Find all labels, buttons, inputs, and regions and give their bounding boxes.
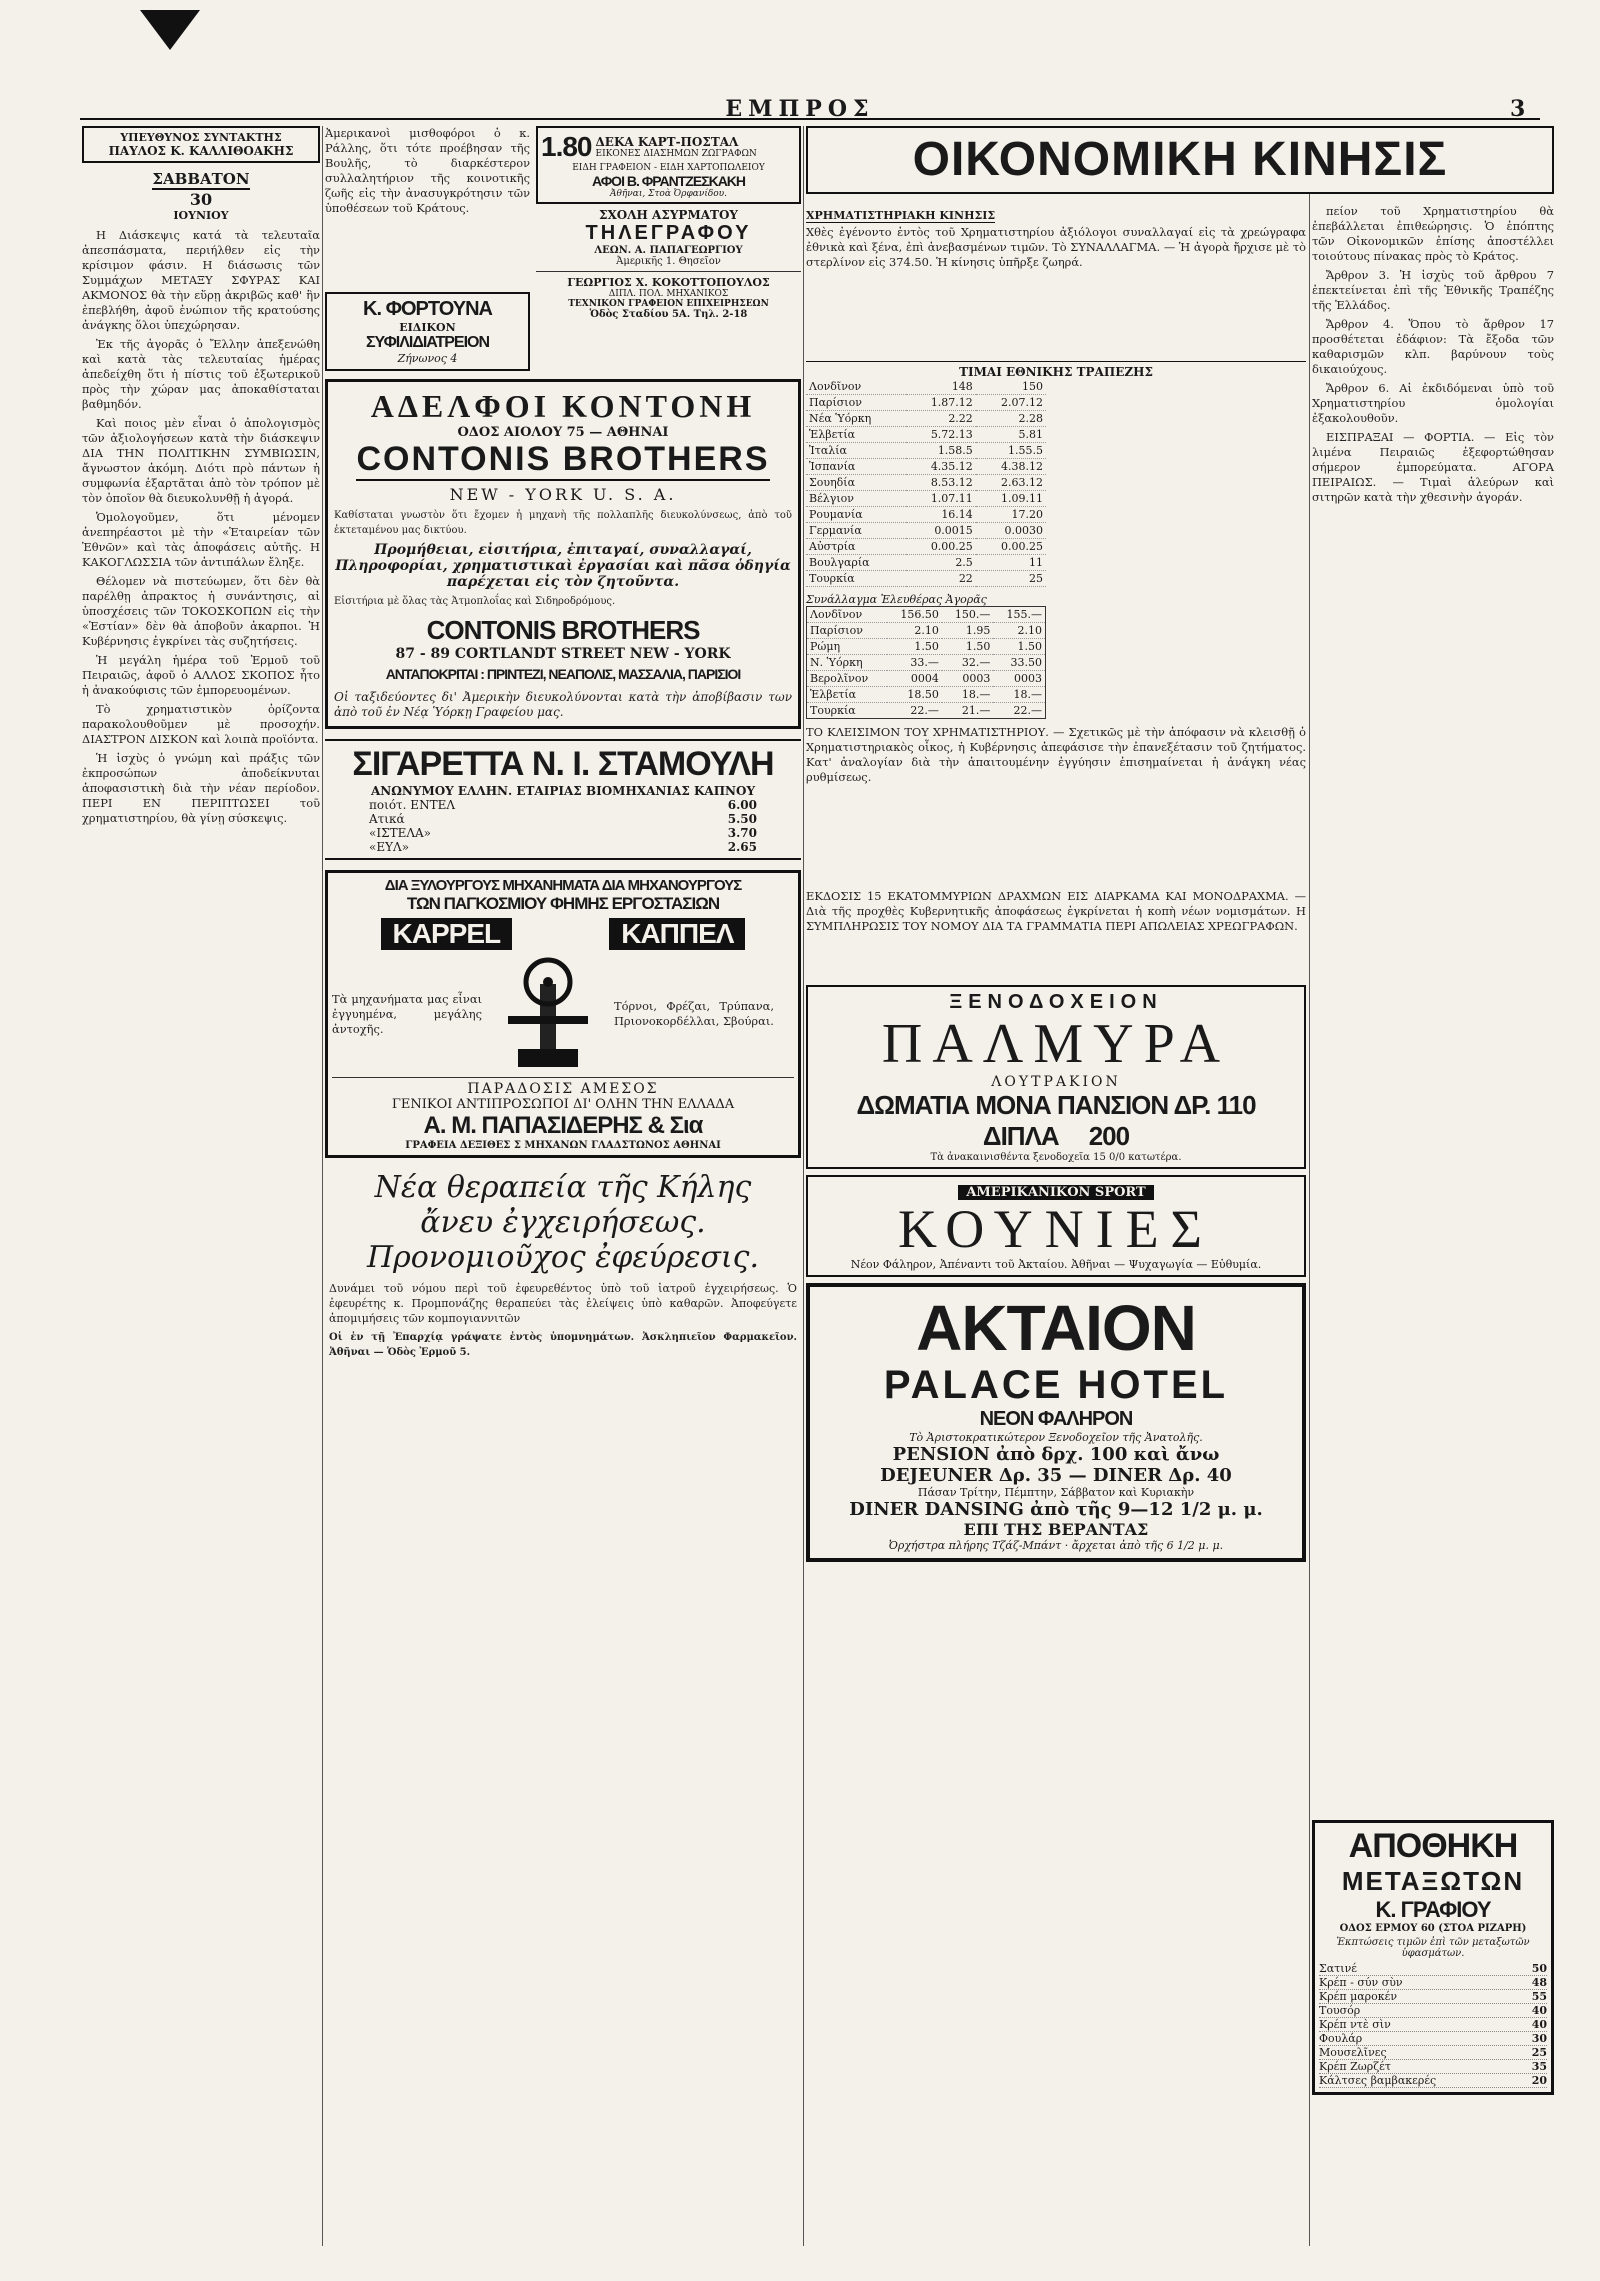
- kappel-name-en: KAPPEL: [381, 918, 513, 950]
- exchange-row: [807, 639, 1046, 655]
- exchange-low: 1.95: [942, 623, 993, 639]
- price-item: Κρέπ Ζωρζέτ: [1319, 2060, 1391, 2073]
- price-row: [1319, 1962, 1547, 1976]
- exchange-open: 18.50: [887, 687, 942, 703]
- price-item: Φουλάρ: [1319, 2032, 1363, 2045]
- divider: [332, 1077, 794, 1078]
- rate-sell: 25: [976, 571, 1046, 587]
- rate-city: Παρίσιον: [806, 395, 906, 411]
- exchange-close: 33.50: [993, 655, 1045, 671]
- cig-row: [369, 826, 757, 840]
- rate-city: Ἰσπανία: [806, 459, 906, 475]
- exchange-row: [807, 655, 1046, 671]
- palmyra-double-label: ΔΙΠΛΑ: [982, 1121, 1059, 1151]
- rate-city: Σουηδία: [806, 475, 906, 491]
- exchange-city: Βερολῖνον: [807, 671, 887, 687]
- date-block: [82, 169, 320, 222]
- column-rule: [322, 126, 323, 2246]
- price-value: 48: [1531, 1976, 1547, 1989]
- aktaion-line: Τὸ Ἀριστοκρατικώτερον Ξενοδοχεῖον τῆς Ἀνατολῆς.: [909, 1431, 1203, 1444]
- paragraph: Καὶ ποιος μὲν εἶναι ὁ ἀπολογισμὸς τῶν ἀξιολογήσεων κατὰ τὴν διάσκεψιν ΔΙΑ ΤΗΝ ΠΟΛΙΤΙΚΗΝ ΣΥΜΒΙΩΣΙΝ, ἄγνωστον ἀκόμη. Διότι πρὸ πάντων ἡ συμφωνία ἐξαρτᾶται ἀπὸ τὸν τρόπον μὲ τὸν ὁποῖον θὰ διευκολυνθῇ ἡ ἀγορά.: [82, 416, 320, 505]
- sport-title: ΑΜΕΡΙΚΑΝΙΚΟΝ SPORT: [958, 1185, 1153, 1200]
- exchange-row: [807, 607, 1046, 623]
- doctor-clinic: ΣΥΦΙΛΙΔΙΑΤΡΕΙΟΝ: [365, 334, 490, 351]
- editor-label: ΥΠΕΥΘΥΝΟΣ ΣΥΝΤΑΚΤΗΣ: [120, 131, 282, 144]
- kappel-name-gr: ΚΑΠΠΕΛ: [609, 918, 745, 950]
- exchange-close: 0003: [993, 671, 1045, 687]
- contonis-services: Προμήθειαι, εἰσιτήρια, ἐπιταγαί, συναλλαγαί, Πληροφορίαι, χρηματιστικαὶ ἐργασίαι καὶ πᾶσα ὁδηγία παρέχεται εἰς τὸν ζητοῦντα.: [335, 542, 791, 590]
- rate-sell: 0.0030: [976, 523, 1046, 539]
- aktaion-pension: PENSION ἀπὸ δρχ. 100 καὶ ἄνω: [892, 1444, 1220, 1465]
- ads-right-stack: [536, 126, 801, 371]
- contonis-name-en: CONTONIS BROTHERS: [356, 440, 769, 481]
- exchange-low: 32.—: [942, 655, 993, 671]
- column-economy: [806, 204, 1306, 1562]
- sport-name: ΚΟΥΝΙΕΣ: [898, 1199, 1214, 1259]
- exchange-row: [807, 703, 1046, 719]
- cig-name: «ΕΥΛ»: [369, 840, 410, 854]
- rate-buy: 1.58.5: [906, 443, 976, 459]
- price-value: 25: [1531, 2046, 1547, 2059]
- exchange-open: 22.—: [887, 703, 942, 719]
- exchange-low: 150.—: [942, 607, 993, 623]
- price-item: Κάλτσες βαμβακερές: [1319, 2074, 1437, 2087]
- rate-row: [806, 539, 1046, 555]
- column-ads: [325, 126, 801, 1364]
- cig-name: «ΙΣΤΕΛΑ»: [369, 826, 432, 840]
- ad-school: [536, 204, 801, 272]
- school-owner: ΛΕΩΝ. Α. ΠΑΠΑΓΕΩΡΓΙΟΥ: [594, 245, 743, 256]
- exchange-close: 22.—: [993, 703, 1045, 719]
- price-value: 40: [1531, 2018, 1547, 2031]
- rate-buy: 0.0015: [906, 523, 976, 539]
- cig-price: 2.65: [727, 840, 757, 854]
- rate-row: [806, 395, 1046, 411]
- hernia-line-2: ἄνευ ἐγχειρήσεως.: [420, 1205, 706, 1240]
- school-title: ΣΧΟΛΗ ΑΣΥΡΜΑΤΟΥ: [598, 208, 738, 222]
- hernia-line-3: Προνομιοῦχος ἐφεύρεσις.: [366, 1240, 760, 1275]
- cig-price: 5.50: [727, 812, 757, 826]
- rate-row: [806, 491, 1046, 507]
- price-list: [1319, 1962, 1547, 2088]
- kart-firm: ΑΦΟΙ Β. ΦΡΑΝΤΖΕΣΚΑΚΗ: [591, 173, 746, 189]
- masthead: ΕΜΠΡΟΣ: [725, 96, 875, 122]
- economic-headline: ΟΙΚΟΝΟΜΙΚΗ ΚΙΝΗΣΙΣ: [912, 133, 1448, 186]
- exchange-row: [807, 623, 1046, 639]
- school-address: Ἀμερικῆς 1. Θησεῖον: [616, 256, 721, 267]
- exchange-close: 18.—: [993, 687, 1045, 703]
- editorial-text: [82, 228, 320, 826]
- exchange-row: [807, 687, 1046, 703]
- engineer-name: ΓΕΩΡΓΙΟΣ Χ. ΚΟΚΟΤΤΟΠΟΥΛΟΣ: [567, 276, 770, 289]
- paragraph: Ἐκ τῆς ἀγορᾶς ὁ Ἔλλην ἀπεξενώθη καὶ κατὰ τὰς τελευταίας ἡμέρας ἀπεδείχθη ὅτι ἡ πίστις τοῦ ἐξωτερικοῦ πρὸς τὴν χώραν μας ἀποκαθίσταται βαθμηδόν.: [82, 337, 320, 411]
- rate-sell: 0.00.25: [976, 539, 1046, 555]
- exchange-block: [806, 593, 1306, 719]
- price-row: [1319, 2046, 1547, 2060]
- rate-sell: 1.09.11: [976, 491, 1046, 507]
- page-number: 3: [1510, 96, 1526, 122]
- engineer-office: ΤΕΧΝΙΚΟΝ ΓΡΑΦΕΙΟΝ ΕΠΙΧΕΙΡΗΣΕΩΝ: [568, 299, 769, 309]
- contonis-ny: NEW - YORK U. S. A.: [449, 485, 677, 504]
- rate-sell: 4.38.12: [976, 459, 1046, 475]
- hernia-line-1: Νέα θεραπεία τῆς Κήλης: [374, 1170, 752, 1205]
- rate-buy: 2.5: [906, 555, 976, 571]
- exchange-city: Τουρκία: [807, 703, 887, 719]
- rate-row: [806, 411, 1046, 427]
- economic-headline-box: [806, 126, 1554, 194]
- column-economy-2: [1312, 204, 1554, 509]
- rate-row: [806, 507, 1046, 523]
- price-item: Κρέπ - σύν σὺν: [1319, 1976, 1403, 1989]
- exchange-city: Ἑλβετία: [807, 687, 887, 703]
- rate-sell: 5.81: [976, 427, 1046, 443]
- column-rule: [1309, 126, 1310, 2246]
- kappel-subtitle: ΤΩΝ ΠΑΓΚΟΣΜΙΟΥ ΦΗΜΗΣ ΕΡΓΟΣΤΑΣΙΩΝ: [406, 894, 720, 913]
- palmyra-name: ΠΑΛΜΥΡΑ: [881, 1013, 1231, 1075]
- kappel-address: ΓΡΑΦΕΙΑ ΔΕΞΙΘΕΣ Σ ΜΗΧΑΝΩΝ ΓΛΑΔΣΤΩΝΟΣ ΑΘΗΝΑΙ: [405, 1140, 721, 1151]
- rate-sell: 1.55.5: [976, 443, 1046, 459]
- paragraph: πείον τοῦ Χρηματιστηρίου θὰ ἐπεβάλλεται ἐπιθεώρησις. Ὁ ἐπόπτης τῶν Οἰκονομικῶν ἐπίσης ἀποστέλλει τοιούτους πίνακας πρὸς τὸ Κράτος.: [1312, 204, 1554, 263]
- paragraph: Ἡ ἰσχὺς ὁ γνώμη καὶ πράξις τῶν ἐκπροσώπων ἀποδείκνυται ἀποφασιστικὴ διὰ τὴν νέαν περίοδον. ΠΕΡΙ ΕΝ ΠΕΡΙΠΤΩΣΕΙ τοῦ χρηματιστηρίου, θὰ γίνῃ σύσκεψις.: [82, 751, 320, 825]
- warehouse-address: ΟΔΟΣ ΕΡΜΟΥ 60 (ΣΤΟΑ ΡΙΖΑΡΗ): [1339, 1923, 1527, 1934]
- rate-buy: 0.00.25: [906, 539, 976, 555]
- date-month: ΙΟΥΝΙΟΥ: [173, 209, 229, 222]
- rate-row: [806, 443, 1046, 459]
- exchange-close: 2.10: [993, 623, 1045, 639]
- warehouse-owner: Κ. ΓΡΑΦΙΟΥ: [1375, 1897, 1491, 1922]
- exchange-open: 2.10: [887, 623, 942, 639]
- rate-sell: 2.63.12: [976, 475, 1046, 491]
- machine-illustration: [488, 954, 608, 1074]
- top-ornament: [140, 10, 200, 50]
- kappel-text-right: Τόρνοι, Φρέζαι, Τρύπανα, Πριονοκορδέλλαι, Σβούραι.: [614, 999, 774, 1028]
- aktaion-days: Πάσαν Τρίτην, Πέμπτην, Σάββατον καὶ Κυριακὴν: [917, 1486, 1195, 1499]
- ad-palmyra: [806, 985, 1306, 1169]
- price-item: Τουσόρ: [1319, 2004, 1361, 2017]
- rate-buy: 148: [906, 379, 976, 395]
- sport-text: Νέον Φάληρον, Ἀπέναντι τοῦ Ἀκταίου. Ἀθῆναι — Ψυχαγωγία — Εὐθυμία.: [850, 1258, 1262, 1271]
- rate-row: [806, 427, 1046, 443]
- price-row: [1319, 1990, 1547, 2004]
- ad-cigarettes: [325, 739, 801, 860]
- cig-name: ποιότ. ΕΝΤΕΛ: [369, 798, 455, 812]
- rate-row: [806, 459, 1046, 475]
- date-number: 30: [189, 190, 213, 209]
- ad-contonis: [325, 379, 801, 729]
- contonis-agents: ΑΝΤΑΠΟΚΡΙΤΑΙ : ΠΡΙΝΤΕΖΙ, ΝΕΑΠΟΛΙΣ, ΜΑΣΣΑΛΙΑ, ΠΑΡΙΣΙΟΙ: [385, 666, 741, 682]
- ads-left-stack: [325, 126, 530, 371]
- rate-city: Βέλγιον: [806, 491, 906, 507]
- warehouse-goods: ΜΕΤΑΞΩΤΩΝ: [1341, 1866, 1525, 1896]
- warehouse-title: ΑΠΟΘΗΚΗ: [1348, 1827, 1518, 1865]
- cig-row: [369, 798, 757, 812]
- rate-city: Γερμανία: [806, 523, 906, 539]
- ad-fortouna: [325, 292, 530, 371]
- price-value: 55: [1531, 1990, 1547, 2003]
- paragraph: Τὸ χρηματιστικὸν ὁρίζοντα παρακολουθοῦμεν μὲ προσοχήν. ΔΙΑΣΤΡΟΝ ΔΙΣΚΟΝ καὶ λοιπὰ προϊόντα.: [82, 702, 320, 746]
- palmyra-single: ΔΩΜΑΤΙΑ ΜΟΝΑ ΠΑΝΣΙΟΝ ΔΡ. 110: [856, 1090, 1256, 1120]
- kart-address: Ἀθῆναι, Στοὰ Ὀρφανίδου.: [609, 189, 728, 199]
- rate-buy: 4.35.12: [906, 459, 976, 475]
- price-row: [1319, 2018, 1547, 2032]
- paragraph: ΕΙΣΠΡΑΞΑΙ — ΦΟΡΤΙΑ. — Εἰς τὸν λιμένα Πειραιῶς ἐξεφορτώθησαν σήμερον ἐμπορεύματα. ΑΓΟΡΑ ΠΕΙΡΑΙΩΣ. — Τιμαὶ ἀλεύρων καὶ σιτηρῶν κατὰ τὴν χθεσινὴν ἀγοράν.: [1312, 430, 1554, 504]
- paragraph: Η Διάσκεψις κατά τὰ τελευταῖα ἀπεσπάσματα, περιήλθεν εἰς τὴν κρίσιμον φάσιν. Η διάσωσις τῶν Συμμάχων ΜΕΤΑΞΥ ΣΦΥΡΑΣ ΚΑΙ ΑΚΜΟΝΟΣ θὰ τὴν εὕρῃ ἀκριβῶς καθ' ἣν ἐπεβλήθη, ἀφοῦ ἐνώπιον τῆς κρατούσης ἀνάγκης ὅλοι ὑπεχώρησαν.: [82, 228, 320, 332]
- exchange-open: 1.50: [887, 639, 942, 655]
- rate-sell: 11: [976, 555, 1046, 571]
- column-rule: [803, 126, 804, 2246]
- cig-name: Ατικά: [369, 812, 405, 826]
- exchange-close: 155.—: [993, 607, 1045, 623]
- price-row: [1319, 2074, 1547, 2088]
- kart-price: 1.80: [541, 131, 592, 162]
- rate-buy: 8.53.12: [906, 475, 976, 491]
- rate-buy: 16.14: [906, 507, 976, 523]
- rate-buy: 2.22: [906, 411, 976, 427]
- price-row: [1319, 2032, 1547, 2046]
- price-row: [1319, 2060, 1547, 2074]
- school-name: ΤΗΛΕΓΡΑΦΟΥ: [585, 222, 752, 244]
- doctor-address: Ζήνωνος 4: [397, 352, 458, 365]
- kappel-agents: ΓΕΝΙΚΟΙ ΑΝΤΙΠΡΟΣΩΠΟΙ ΔΙ' ΟΛΗΝ ΤΗΝ ΕΛΛΑΔΑ: [391, 1097, 735, 1112]
- section-title: ΧΡΗΜΑΤΙΣΤΗΡΙΑΚΗ ΚΙΝΗΣΙΣ: [806, 209, 996, 222]
- price-item: Κρέπ μαροκέν: [1319, 1990, 1398, 2003]
- rate-row: [806, 379, 1046, 395]
- cig-subtitle: ΑΝΩΝΥΜΟΥ ΕΛΛΗΝ. ΕΤΑΙΡΙΑΣ ΒΙΟΜΗΧΑΝΙΑΣ ΚΑΠΝΟΥ: [370, 784, 756, 798]
- doctor-name: Κ. ΦΟΡΤΟΥΝΑ: [363, 298, 492, 320]
- hernia-text: Δυνάμει τοῦ νόμου περὶ τοῦ ἐφευρεθέντος ὑπὸ τοῦ ἰατροῦ ἐγχειρήσεως. Ὁ ἐφευρέτης κ. Προμπονάζης θεραπεύει τὰς ἐλείψεις ὑπὸ καθαρῶν. Ἀποφεύγετε ἀπομιμήσεις τῶν κομπογιαννιτῶν: [329, 1282, 797, 1325]
- kart-title: ΔΕΚΑ ΚΑΡΤ-ΠΟΣΤΑΛ: [595, 135, 739, 149]
- rate-buy: 22: [906, 571, 976, 587]
- price-value: 30: [1531, 2032, 1547, 2045]
- ad-engineer: [536, 272, 801, 324]
- engineer-title: ΔΙΠΛ. ΠΟΛ. ΜΗΧΑΝΙΚΟΣ: [608, 289, 729, 299]
- rates-table: [806, 379, 1046, 587]
- cig-price: 6.00: [727, 798, 757, 812]
- kappel-text-left: Τὰ μηχανήματα μας εἶναι ἐγγυημένα, μεγάλης ἀντοχῆς.: [332, 991, 482, 1036]
- aktaion-hotel: PALACE HOTEL: [883, 1363, 1229, 1407]
- kart-subtitle: ΕΙΚΟΝΕΣ ΔΙΑΣΗΜΩΝ ΖΩΓΡΑΦΩΝ: [595, 149, 757, 159]
- exchange-title: Συνάλλαγμα Ἐλευθέρας Ἀγορᾶς: [806, 593, 987, 606]
- rate-buy: 1.87.12: [906, 395, 976, 411]
- rate-sell: 2.07.12: [976, 395, 1046, 411]
- paragraph: Ἄρθρον 3. Ἡ ἰσχὺς τοῦ ἄρθρου 7 ἐπεκτείνεται ἐπὶ τῆς Ἐθνικῆς Τραπέζης τῆς Ἑλλάδος.: [1312, 268, 1554, 312]
- paragraph: Ἄρθρον 6. Αἱ ἐκδιδόμεναι ὑπὸ τοῦ Χρηματιστηρίου ὁμολογίαι ἐξακολουθοῦν.: [1312, 381, 1554, 425]
- cig-price: 3.70: [727, 826, 757, 840]
- exchange-open: 156.50: [887, 607, 942, 623]
- editor-box: [82, 126, 320, 163]
- paragraph: Θέλομεν νὰ πιστεύωμεν, ὅτι δὲν θὰ παρέλθῃ ἀπρακτος ἡ συνάντησις, αἱ ὑποσχέσεις τῶν ΤΟΚΟΣΚΟΠΩΝ εἰς τὴν «Ἑστίαν» δὲν θὰ ἀποβοῦν ἀκαρποι. Ἡ Κυβέρνησις ἐγκρίνει τὰς συζητήσεις.: [82, 574, 320, 648]
- price-value: 35: [1531, 2060, 1547, 2073]
- cig-price-list: [329, 798, 797, 854]
- contonis-address-2: 87 - 89 CORTLANDT STREET NEW - YORK: [395, 646, 731, 662]
- economy-text: [1312, 204, 1554, 505]
- exchange-low: 21.—: [942, 703, 993, 719]
- economy-text-3: ΕΚΔΟΣΙΣ 15 ΕΚΑΤΟΜΜΥΡΙΩΝ ΔΡΑΧΜΩΝ ΕΙΣ ΔΙΑΡΚΑΜΑ ΚΑΙ ΜΟΝΟΔΡΑΧΜΑ. — Διὰ τῆς προχθὲς Κυβερνητικῆς ἀποφάσεως ἐγκρίνεται ἡ κοπὴ νέων νομισμάτων. Η ΣΥΜΠΛΗΡΩΣΙΣ ΤΟΥ ΝΟΜΟΥ ΔΙΑ ΤΑ ΓΡΑΜΜΑΤΙΑ ΠΕΡΙ ΑΠΩΛΕΙΑΣ ΧΡΕΩΓΡΑΦΩΝ.: [806, 889, 1306, 933]
- editor-name: ΠΑΥΛΟΣ Κ. ΚΑΛΛΙΘΟΑΚΗΣ: [108, 144, 294, 158]
- price-row: [1319, 2004, 1547, 2018]
- rate-city: Αὐστρία: [806, 539, 906, 555]
- exchange-city: Ρώμη: [807, 639, 887, 655]
- economy-text-2: ΤΟ ΚΛΕΙΣΙΜΟΝ ΤΟΥ ΧΡΗΜΑΤΙΣΤΗΡΙΟΥ. — Σχετικῶς μὲ τὴν ἀπόφασιν νὰ κλεισθῇ ὁ Χρηματιστηριακὸς οἶκος, ἡ Κυβέρνησις ἀπεφάσισε τὴν ἐπανεξέτασιν τοῦ ζητήματος. Κατ' ἀναλογίαν διὰ τὴν ἀπαιτουμένην ἐγγύησιν ἐπισημαίνεται ἡ ἀνάγκη νέας ρυθμίσεως.: [806, 725, 1306, 784]
- kappel-delivery: ΠΑΡΑΔΟΣΙΣ ΑΜΕΣΟΣ: [467, 1081, 659, 1097]
- contonis-text: Καθίσταται γνωστὸν ὅτι ἔχομεν ἡ μηχανὴ τῆς πολλαπλῆς διευκολύνσεως, ἀπὸ τοῦ ἐκτεταμένου μας δικτύου.: [334, 510, 792, 536]
- rate-city: Νέα Ὑόρκη: [806, 411, 906, 427]
- palmyra-note: Τὰ ἀνακαινισθέντα ξενοδοχεῖα 15 0/0 κατωτέρα.: [930, 1152, 1182, 1163]
- ad-hernia: [325, 1166, 801, 1364]
- ad-kart-postal: [536, 126, 801, 204]
- rate-row: [806, 571, 1046, 587]
- cig-row: [369, 812, 757, 826]
- kappel-firm: Α. Μ. ΠΑΠΑΣΙΔΕΡΗΣ & Σια: [423, 1112, 703, 1139]
- rate-row: [806, 555, 1046, 571]
- price-value: 20: [1531, 2074, 1547, 2087]
- column-editorial: [82, 126, 320, 830]
- aktaion-place: ΝΕΟΝ ΦΑΛΗΡΟΝ: [979, 1408, 1133, 1430]
- doctor-spec: ΕΙΔΙΚΟΝ: [399, 321, 456, 334]
- rate-row: [806, 523, 1046, 539]
- article-continuation: Ἀμερικανοὶ μισθοφόροι ὁ κ. Ράλλης, ὅτι τότε προέβησαν τῆς Βουλῆς, τὸ διαρκέστερον συλλαλητήριον τῆς κοινοτικῆς ζωῆς εἰς τὴν ἀνασυγκρότησιν τῶν ὑποθέσεων τοῦ Κράτους.: [325, 126, 530, 215]
- contonis-tickets: Εἰσιτήρια μὲ ὅλας τὰς Ἀτμοπλοΐας καὶ Σιδηροδρόμους.: [334, 596, 616, 607]
- ad-kappel: [325, 870, 801, 1158]
- rates-block: [806, 361, 1306, 587]
- rate-row: [806, 475, 1046, 491]
- date-day: ΣΑΒΒΑΤΟΝ: [152, 170, 250, 188]
- rate-city: Βουλγαρία: [806, 555, 906, 571]
- contonis-name-en-2: CONTONIS BROTHERS: [426, 615, 700, 645]
- exchange-row: [807, 671, 1046, 687]
- palmyra-title: ΞΕΝΟΔΟΧΕΙΟΝ: [949, 991, 1163, 1013]
- cig-title: ΣΙΓΑΡΕΤΤΑ Ν. Ι. ΣΤΑΜΟΥΛΗ: [352, 745, 774, 783]
- ad-sport: [806, 1175, 1306, 1277]
- contonis-title: ΑΔΕΛΦΟΙ ΚΟΝΤΟΝΗ: [370, 388, 756, 424]
- economy-text: Χθὲς ἐγένοντο ἐντὸς τοῦ Χρηματιστηρίου ἀξιόλογοι συναλλαγαί εἰς τὰ χρεώγραφα ἐθνικὰ καὶ ξένα, ἐπὶ ἀνεβασμένων τιμῶν. Τὸ ΣΥΝΑΛΛΑΓΜΑ. — Ἡ ἀγορὰ ἤρχισε μὲ τὸ στερλίνον εἰς 374.50. Ἡ κίνησις ὑπῆρξε ζωηρά.: [806, 225, 1306, 269]
- aktaion-name: ΑΚΤΑΙΟΝ: [916, 1292, 1196, 1364]
- rate-city: Τουρκία: [806, 571, 906, 587]
- kart-line: ΕΙΔΗ ΓΡΑΦΕΙΟΝ - ΕΙΔΗ ΧΑΡΤΟΠΩΛΕΙΟΥ: [572, 163, 765, 173]
- engineer-address: Ὁδὸς Σταδίου 5Α. Τηλ. 2-18: [589, 309, 748, 320]
- price-item: Σατινέ: [1319, 1962, 1357, 1975]
- aktaion-dansing: DINER DANSING ἀπὸ τῆς 9—12 1/2 μ. μ.: [849, 1499, 1263, 1520]
- ad-aktaion: [806, 1283, 1306, 1562]
- price-item: Μουσελῖνες: [1319, 2046, 1387, 2059]
- exchange-close: 1.50: [993, 639, 1045, 655]
- rate-city: Ἑλβετία: [806, 427, 906, 443]
- palmyra-place: ΛΟΥΤΡΑΚΙΟΝ: [991, 1074, 1121, 1090]
- aktaion-dejeuner: DEJEUNER Δρ. 35 — DINER Δρ. 40: [880, 1465, 1232, 1486]
- exchange-low: 0003: [942, 671, 993, 687]
- exchange-low: 18.—: [942, 687, 993, 703]
- paragraph: Ὁμολογοῦμεν, ὅτι μένομεν ἀνεπηρέαστοι μὲ τὴν «Ἑταιρείαν τῶν Ἐθνῶν» καὶ τὰς ἀποφάσεις αὐτῆς. Η ΚΑΚΟΓΛΩΣΣΙΑ τῶν ἀντιπάλων ἔληξε.: [82, 510, 320, 569]
- rate-sell: 150: [976, 379, 1046, 395]
- exchange-open: 33.—: [887, 655, 942, 671]
- exchange-low: 1.50: [942, 639, 993, 655]
- exchange-city: Ν. Ὑόρκη: [807, 655, 887, 671]
- rate-city: Ρουμανία: [806, 507, 906, 523]
- kappel-top: ΔΙΑ ΞΥΛΟΥΡΓΟΥΣ ΜΗΧΑΝΗΜΑΤΑ ΔΙΑ ΜΗΧΑΝΟΥΡΓΟΥΣ: [384, 877, 742, 894]
- price-value: 50: [1531, 1962, 1547, 1975]
- exchange-city: Λονδῖνον: [807, 607, 887, 623]
- paragraph: Ἄρθρον 4. Ὅπου τὸ ἄρθρον 17 προσθέτεται ἐδάφιον: Τὰ ἔξοδα τῶν καθαρισμῶν κλπ. βαρύνουν τοὺς δικαιούχους.: [1312, 317, 1554, 376]
- price-item: Κρέπ ντὲ σὶν: [1319, 2018, 1391, 2031]
- warehouse-note: Ἐκπτώσεις τιμῶν ἐπὶ τῶν μεταξωτῶν ὑφασμάτων.: [1336, 1937, 1530, 1959]
- aktaion-orchestra: Ὀρχήστρα πλήρης Τζάζ-Μπάντ · ἄρχεται ἀπὸ τῆς 6 1/2 μ. μ.: [888, 1539, 1224, 1552]
- exchange-city: Παρίσιον: [807, 623, 887, 639]
- cig-row: [369, 840, 757, 854]
- palmyra-double-price: 200: [1088, 1121, 1130, 1151]
- exchange-open: 0004: [887, 671, 942, 687]
- ad-silk-warehouse: [1312, 1820, 1554, 2095]
- rate-sell: 2.28: [976, 411, 1046, 427]
- paragraph: Ἡ μεγάλη ἡμέρα τοῦ Ἑρμοῦ τοῦ Πειραιῶς, ἀφοῦ ὁ ΑΛΛΟΣ ΣΚΟΠΟΣ ἦτο ἡ ἀνακούφισις τῶν ἐμπορευομένων.: [82, 653, 320, 697]
- price-row: [1319, 1976, 1547, 1990]
- contonis-travelers: Οἱ ταξιδεύοντες δι' Ἀμερικὴν διευκολύνονται κατὰ τὴν ἀποβίβασιν των ἀπὸ τοῦ ἐν Νέᾳ Ὑόρκῃ Γραφείου μας.: [334, 690, 792, 719]
- aktaion-terrace: ΕΠΙ ΤΗΣ ΒΕΡΑΝΤΑΣ: [963, 1520, 1149, 1539]
- hernia-footer: Οἱ ἐν τῇ Ἐπαρχίᾳ γράψατε ἐντὸς ὑπομνημάτων. Ἀσκληπιεῖον Φαρμακεῖον. Ἀθῆναι — Ὁδὸς Ἐρμοῦ 5.: [329, 1332, 797, 1358]
- rate-buy: 5.72.13: [906, 427, 976, 443]
- rates-title: ΤΙΜΑΙ ΕΘΝΙΚΗΣ ΤΡΑΠΕΖΗΣ: [959, 365, 1153, 379]
- contonis-address: ΟΔΟΣ ΑΙΟΛΟΥ 75 — ΑΘΗΝΑΙ: [457, 425, 669, 440]
- rate-sell: 17.20: [976, 507, 1046, 523]
- rate-city: Ἰταλία: [806, 443, 906, 459]
- rate-city: Λονδῖνον: [806, 379, 906, 395]
- rate-buy: 1.07.11: [906, 491, 976, 507]
- price-value: 40: [1531, 2004, 1547, 2017]
- exchange-table: [806, 606, 1046, 719]
